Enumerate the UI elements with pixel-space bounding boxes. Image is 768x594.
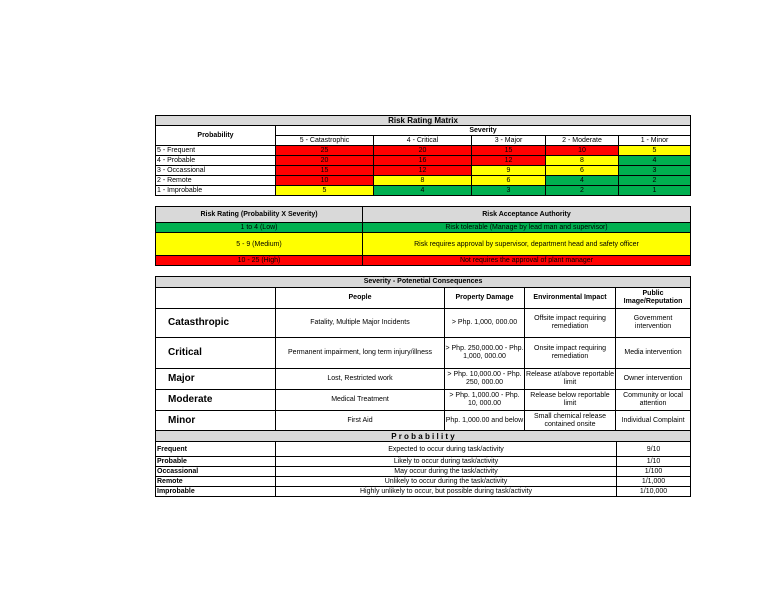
matrix-col-header: 5 - Catastrophic	[276, 136, 374, 146]
probability-label: Remote	[156, 477, 276, 487]
probability-row	[156, 477, 691, 487]
probability-value: 1/100	[617, 467, 691, 477]
public-cell: Individual Complaint	[616, 411, 691, 432]
matrix-cell: 2	[546, 186, 619, 196]
risk-acceptance-table	[155, 206, 691, 266]
matrix-cell: 15	[472, 146, 546, 156]
risk-rating-col-header: Risk Rating (Probability X Severity)	[156, 207, 363, 223]
public-cell: Government intervention	[616, 309, 691, 338]
matrix-cell: 15	[276, 166, 374, 176]
severity-header: Severity	[276, 126, 691, 136]
probability-row	[156, 457, 691, 467]
matrix-row-label: 4 - Probable	[156, 156, 276, 166]
matrix-cell: 5	[619, 146, 691, 156]
property-cell: Php. 1,000.00 and below	[445, 411, 525, 432]
matrix-col-header: 1 - Minor	[619, 136, 691, 146]
consequences-title: Severity - Potenetial Consequences	[156, 277, 691, 288]
matrix-cell: 9	[472, 166, 546, 176]
matrix-row	[156, 156, 691, 166]
matrix-cell: 4	[374, 186, 472, 196]
severity-label: Minor	[156, 411, 276, 432]
matrix-cell: 8	[546, 156, 619, 166]
matrix-col-header: 3 - Major	[472, 136, 546, 146]
matrix-cell: 5	[276, 186, 374, 196]
consequence-row	[156, 309, 691, 338]
severity-label: Catasthropic	[156, 309, 276, 338]
risk-rating-matrix	[155, 115, 691, 196]
rating-high: 10 - 25 (High)	[156, 256, 363, 266]
matrix-cell: 4	[619, 156, 691, 166]
people-col-header: People	[276, 288, 445, 309]
matrix-row	[156, 186, 691, 196]
people-cell: Permanent impairment, long term injury/illness	[276, 338, 445, 369]
authority-low: Risk tolerable (Manage by lead man and supervisor)	[363, 223, 691, 233]
matrix-cell: 16	[374, 156, 472, 166]
probability-value: 1/1,000	[617, 477, 691, 487]
severity-label: Critical	[156, 338, 276, 369]
severity-label: Moderate	[156, 390, 276, 411]
probability-value: 1/10	[617, 457, 691, 467]
matrix-row-label: 2 - Remote	[156, 176, 276, 186]
probability-desc: May occur during the task/activity	[276, 467, 617, 477]
people-cell: First Aid	[276, 411, 445, 432]
rating-medium: 5 - 9 (Medium)	[156, 233, 363, 256]
matrix-row	[156, 176, 691, 186]
matrix-row	[156, 146, 691, 156]
matrix-cell: 6	[472, 176, 546, 186]
property-cell: > Php. 10,000.00 - Php. 250, 000.00	[445, 369, 525, 390]
matrix-cell: 6	[546, 166, 619, 176]
env-cell: Release below reportable limit	[525, 390, 616, 411]
probability-desc: Expected to occur during task/activity	[276, 442, 617, 457]
matrix-row-label: 1 - Improbable	[156, 186, 276, 196]
matrix-cell: 25	[276, 146, 374, 156]
probability-value: 1/10,000	[617, 487, 691, 497]
matrix-row	[156, 166, 691, 176]
property-col-header: Property Damage	[445, 288, 525, 309]
probability-label: Occassional	[156, 467, 276, 477]
matrix-cell: 8	[374, 176, 472, 186]
blank-header-cell	[156, 288, 276, 309]
probability-table	[155, 430, 691, 497]
probability-desc: Highly unlikely to occur, but possible during task/activity	[276, 487, 617, 497]
probability-label: Frequent	[156, 442, 276, 457]
probability-label: Improbable	[156, 487, 276, 497]
probability-header: Probability	[156, 126, 276, 146]
consequence-row	[156, 390, 691, 411]
matrix-cell: 3	[619, 166, 691, 176]
matrix-cell: 1	[619, 186, 691, 196]
probability-desc: Unlikely to occur during the task/activity	[276, 477, 617, 487]
env-cell: Offsite impact requiring remediation	[525, 309, 616, 338]
matrix-col-header: 4 - Critical	[374, 136, 472, 146]
matrix-cell: 12	[374, 166, 472, 176]
authority-medium: Risk requires approval by supervisor, department head and safety officer	[363, 233, 691, 256]
probability-value: 9/10	[617, 442, 691, 457]
public-cell: Community or local attention	[616, 390, 691, 411]
env-col-header: Environmental Impact	[525, 288, 616, 309]
property-cell: > Php. 1,000.00 - Php. 10, 000.00	[445, 390, 525, 411]
probability-label: Probable	[156, 457, 276, 467]
matrix-cell: 4	[546, 176, 619, 186]
matrix-cell: 2	[619, 176, 691, 186]
matrix-cell: 20	[374, 146, 472, 156]
consequence-row	[156, 338, 691, 369]
probability-title: P r o b a b i l i t y	[156, 431, 691, 442]
env-cell: Small chemical release contained onsite	[525, 411, 616, 432]
consequence-row	[156, 369, 691, 390]
people-cell: Medical Treatment	[276, 390, 445, 411]
public-cell: Owner intervention	[616, 369, 691, 390]
matrix-row-label: 3 - Occassional	[156, 166, 276, 176]
public-cell: Media intervention	[616, 338, 691, 369]
env-cell: Onsite impact requiring remediation	[525, 338, 616, 369]
probability-row	[156, 487, 691, 497]
matrix-cell: 12	[472, 156, 546, 166]
rating-low: 1 to 4 (Low)	[156, 223, 363, 233]
matrix-title: Risk Rating Matrix	[156, 116, 691, 126]
probability-row	[156, 442, 691, 457]
severity-consequences-table	[155, 276, 691, 432]
matrix-col-header: 2 - Moderate	[546, 136, 619, 146]
consequence-row	[156, 411, 691, 432]
probability-row	[156, 467, 691, 477]
matrix-cell: 10	[276, 176, 374, 186]
matrix-cell: 3	[472, 186, 546, 196]
risk-authority-col-header: Risk Acceptance Authority	[363, 207, 691, 223]
matrix-cell: 10	[546, 146, 619, 156]
severity-label: Major	[156, 369, 276, 390]
matrix-cell: 20	[276, 156, 374, 166]
people-cell: Fatality, Multiple Major Incidents	[276, 309, 445, 338]
property-cell: > Php. 250,000.00 - Php. 1,000, 000.00	[445, 338, 525, 369]
probability-desc: Likely to occur during task/activity	[276, 457, 617, 467]
env-cell: Release at/above reportable limit	[525, 369, 616, 390]
matrix-row-label: 5 - Frequent	[156, 146, 276, 156]
authority-high: Not requires the approval of plant manager	[363, 256, 691, 266]
people-cell: Lost, Restricted work	[276, 369, 445, 390]
public-col-header: Public Image/Reputation	[616, 288, 691, 309]
property-cell: > Php. 1,000, 000.00	[445, 309, 525, 338]
